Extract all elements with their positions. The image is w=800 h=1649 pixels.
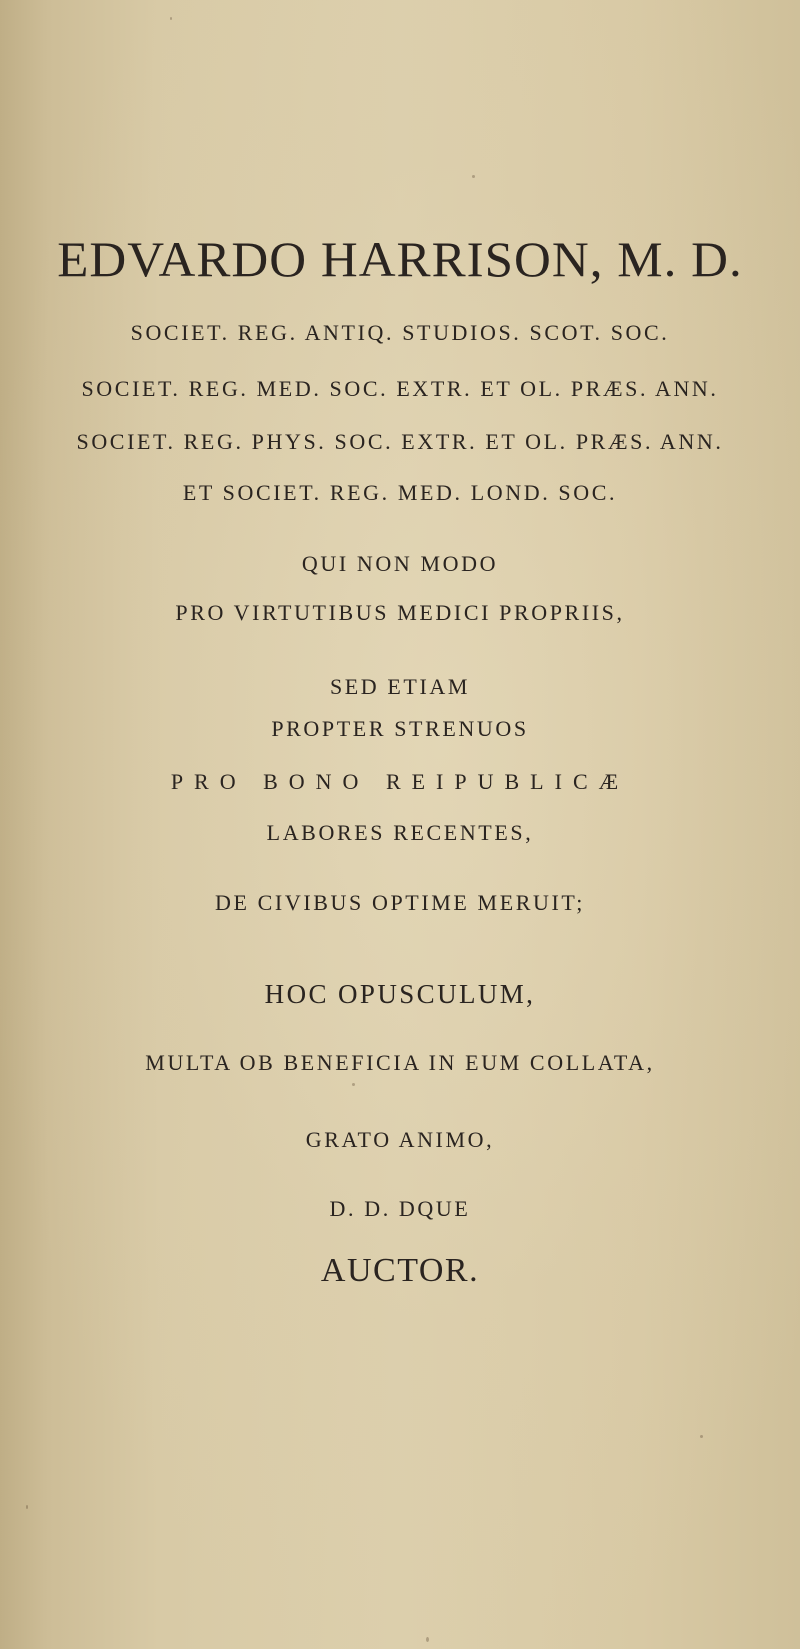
society-line-4: ET SOCIET. REG. MED. LOND. SOC. xyxy=(182,480,618,505)
body-line-5: PRO BONO REIPUBLICÆ xyxy=(170,769,630,794)
body-line-3: SED ETIAM xyxy=(329,674,471,699)
paper-speck xyxy=(700,1435,703,1438)
paper-speck xyxy=(472,175,475,178)
paper-speck xyxy=(26,1505,28,1509)
paper-speck xyxy=(426,1637,429,1642)
opusculum-line: HOC OPUSCULUM, xyxy=(264,979,536,1009)
paper-speck xyxy=(352,1083,355,1086)
author-signature: AUCTOR. xyxy=(320,1252,480,1289)
society-line-1: SOCIET. REG. ANTIQ. STUDIOS. SCOT. SOC. xyxy=(130,320,670,345)
dedicatee-name: EDVARDO HARRISON, M. D. xyxy=(57,231,743,287)
closing-line-2: GRATO ANIMO, xyxy=(305,1127,495,1152)
society-line-2: SOCIET. REG. MED. SOC. EXTR. ET OL. PRÆS. ANN. xyxy=(81,376,719,401)
paper-speck xyxy=(170,17,172,20)
body-line-1: QUI NON MODO xyxy=(301,551,499,576)
body-line-6: LABORES RECENTES, xyxy=(266,820,534,845)
society-line-3: SOCIET. REG. PHYS. SOC. EXTR. ET OL. PRÆS. ANN. xyxy=(76,429,724,454)
body-line-2: PRO VIRTUTIBUS MEDICI PROPRIIS, xyxy=(175,600,625,625)
closing-line-3: D. D. DQUE xyxy=(329,1196,471,1221)
closing-line-1: MULTA OB BENEFICIA IN EUM COLLATA, xyxy=(145,1050,655,1075)
body-line-7: DE CIVIBUS OPTIME MERUIT; xyxy=(215,890,585,915)
body-line-4: PROPTER STRENUOS xyxy=(271,716,529,741)
